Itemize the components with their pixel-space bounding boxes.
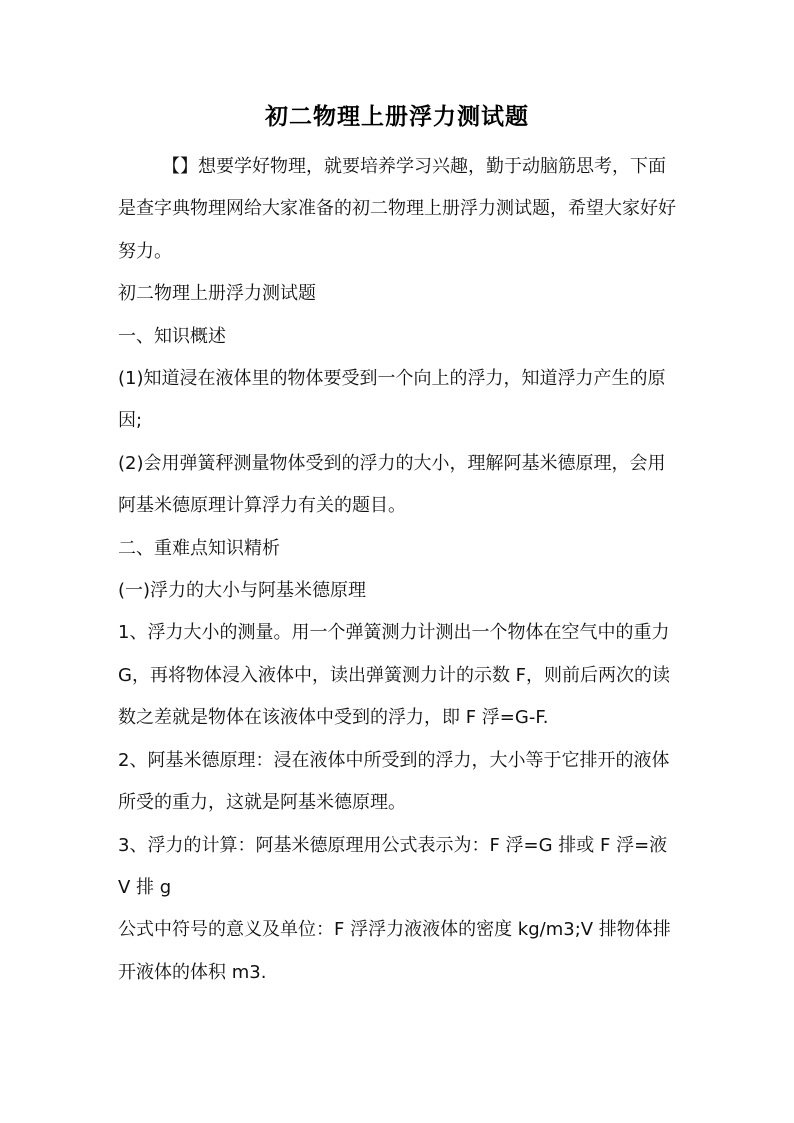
formula-note: 公式中符号的意义及单位：F 浮浮力液液体的密度 kg/m3;V 排物体排开液体的体积 m3.: [118, 919, 671, 983]
subsection-heading: (一)浮力的大小与阿基米德原理: [118, 580, 367, 602]
document-body: [118, 146, 678, 994]
list-item: (1)知道浸在液体里的物体要受到一个向上的浮力，知道浮力产生的原因;: [118, 368, 666, 432]
list-item: 2、阿基米德原理：浸在液体中所受到的浮力，大小等于它排开的液体所受的重力，这就是阿基米德原理。: [118, 749, 670, 814]
list-item: (2)会用弹簧秤测量物体受到的浮力的大小，理解阿基米德原理，会用阿基米德原理计算浮力有关的题目。: [118, 452, 666, 517]
document-title: 初二物理上册浮力测试题: [265, 103, 529, 130]
list-item: 1、浮力大小的测量。用一个弹簧测力计测出一个物体在空气中的重力 G，再将物体浸入液体中，读出弹簧测力计的示数 F，则前后两次的读数之差就是物体在该液体中受到的浮力，即 F 浮=G-F.: [118, 622, 671, 729]
list-item: 3、浮力的计算：阿基米德原理用公式表示为：F 浮=G 排或 F 浮=液 V 排 g: [118, 834, 668, 898]
subtitle-paragraph: 初二物理上册浮力测试题: [118, 283, 316, 305]
section-heading: 一、知识概述: [118, 325, 226, 347]
intro-paragraph: 【】想要学好物理，就要培养学习兴趣，勤于动脑筋思考，下面是查字典物理网给大家准备的初二物理上册浮力测试题，希望大家好好努力。: [118, 156, 676, 262]
section-heading: 二、重难点知识精析: [118, 537, 280, 559]
